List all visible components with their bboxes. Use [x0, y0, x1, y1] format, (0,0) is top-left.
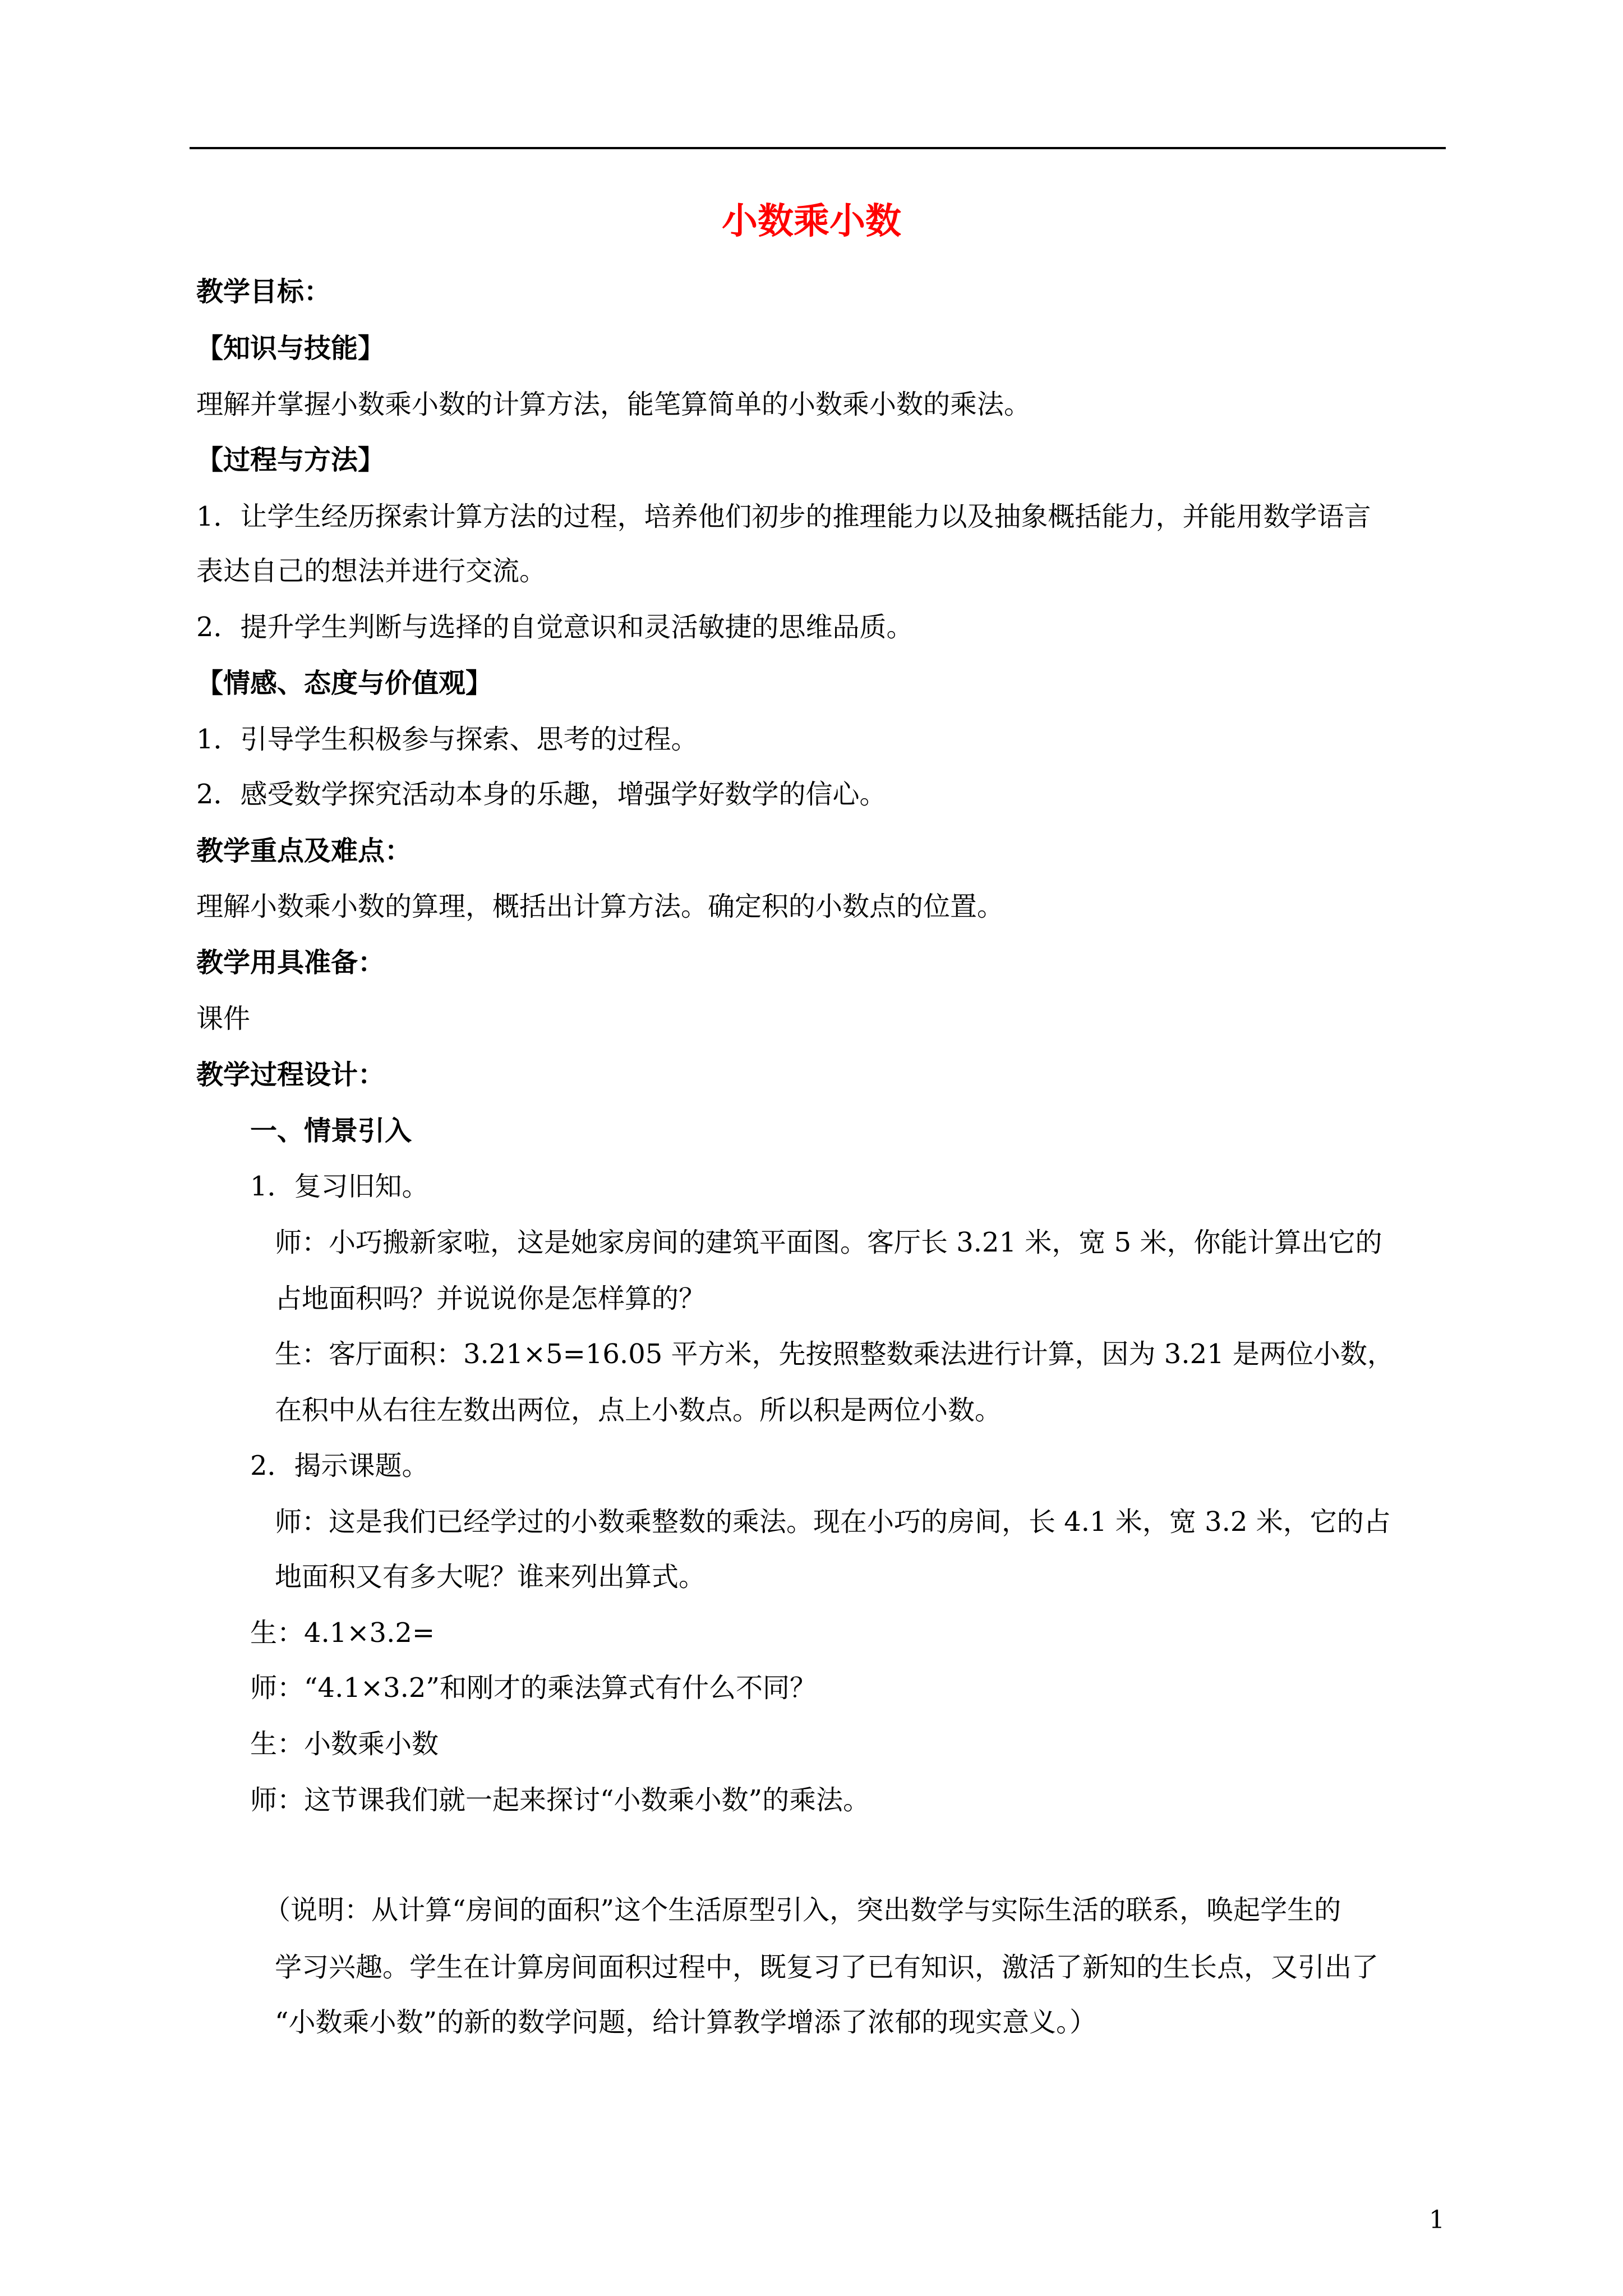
process-item-1-line-2: 表达自己的想法并进行交流。	[196, 555, 547, 587]
knowledge-heading: 【知识与技能】	[196, 333, 385, 364]
materials-text: 课件	[196, 1003, 251, 1034]
teacher-line-2a: 师：这是我们已经学过的小数乘整数的乘法。现在小巧的房间，长 4.1 米，宽 3.2 米，它的占	[275, 1506, 1391, 1538]
teacher-line-4: 师：这节课我们就一起来探讨“小数乘小数”的乘法。	[250, 1784, 870, 1816]
teacher-line-1a: 师：小巧搬新家啦，这是她家房间的建筑平面图。客厅长 3.21 米，宽 5 米，你能计算出它的	[275, 1227, 1382, 1258]
note-line-1: （说明：从计算“房间的面积”这个生活原型引入，突出数学与实际生活的联系，唤起学生的	[264, 1894, 1341, 1926]
design-heading: 教学过程设计：	[196, 1059, 385, 1091]
student-line-3: 生：小数乘小数	[250, 1728, 439, 1760]
process-item-2: 2．提升学生判断与选择的自觉意识和灵活敏捷的思维品质。	[196, 611, 914, 643]
emotion-item-1: 1．引导学生积极参与探索、思考的过程。	[196, 724, 698, 755]
process-item-1-line-1: 1．让学生经历探索计算方法的过程，培养他们初步的推理能力以及抽象概括能力，并能用数学语言	[196, 501, 1371, 532]
keypoints-text: 理解小数乘小数的算理，概括出计算方法。确定积的小数点的位置。	[196, 891, 1004, 922]
teacher-line-2b: 地面积又有多大呢？谁来列出算式。	[275, 1561, 706, 1593]
step-1: 1．复习旧知。	[250, 1171, 429, 1202]
note-line-3: “小数乘小数”的新的数学问题，给计算教学增添了浓郁的现实意义。）	[275, 2007, 1097, 2038]
teacher-line-3: 师：“4.1×3.2”和刚才的乘法算式有什么不同？	[250, 1672, 817, 1704]
emotion-heading: 【情感、态度与价值观】	[196, 668, 493, 699]
knowledge-text: 理解并掌握小数乘小数的计算方法，能笔算简单的小数乘小数的乘法。	[196, 389, 1031, 420]
note-line-2: 学习兴趣。学生在计算房间面积过程中，既复习了已有知识，激活了新知的生长点，又引出了	[275, 1952, 1379, 1983]
process-heading: 【过程与方法】	[196, 444, 385, 476]
materials-heading: 教学用具准备：	[196, 947, 385, 978]
header-rule	[190, 147, 1446, 149]
emotion-item-2: 2．感受数学探究活动本身的乐趣，增强学好数学的信心。	[196, 779, 887, 810]
teacher-line-1b: 占地面积吗？并说说你是怎样算的？	[275, 1283, 706, 1314]
page-number: 1	[1429, 2206, 1445, 2234]
student-line-1b: 在积中从右往左数出两位，点上小数点。所以积是两位小数。	[275, 1395, 1002, 1426]
student-line-1a: 生：客厅面积：3.21×5=16.05 平方米，先按照整数乘法进行计算，因为 3.21 是两位小数，	[275, 1338, 1394, 1370]
student-line-2: 生：4.1×3.2=	[250, 1617, 435, 1649]
keypoints-heading: 教学重点及难点：	[196, 835, 412, 867]
page-title: 小数乘小数	[722, 200, 901, 242]
objectives-heading: 教学目标：	[196, 276, 331, 307]
section-1-heading: 一、情景引入	[250, 1115, 412, 1147]
step-2: 2．揭示课题。	[250, 1450, 429, 1481]
